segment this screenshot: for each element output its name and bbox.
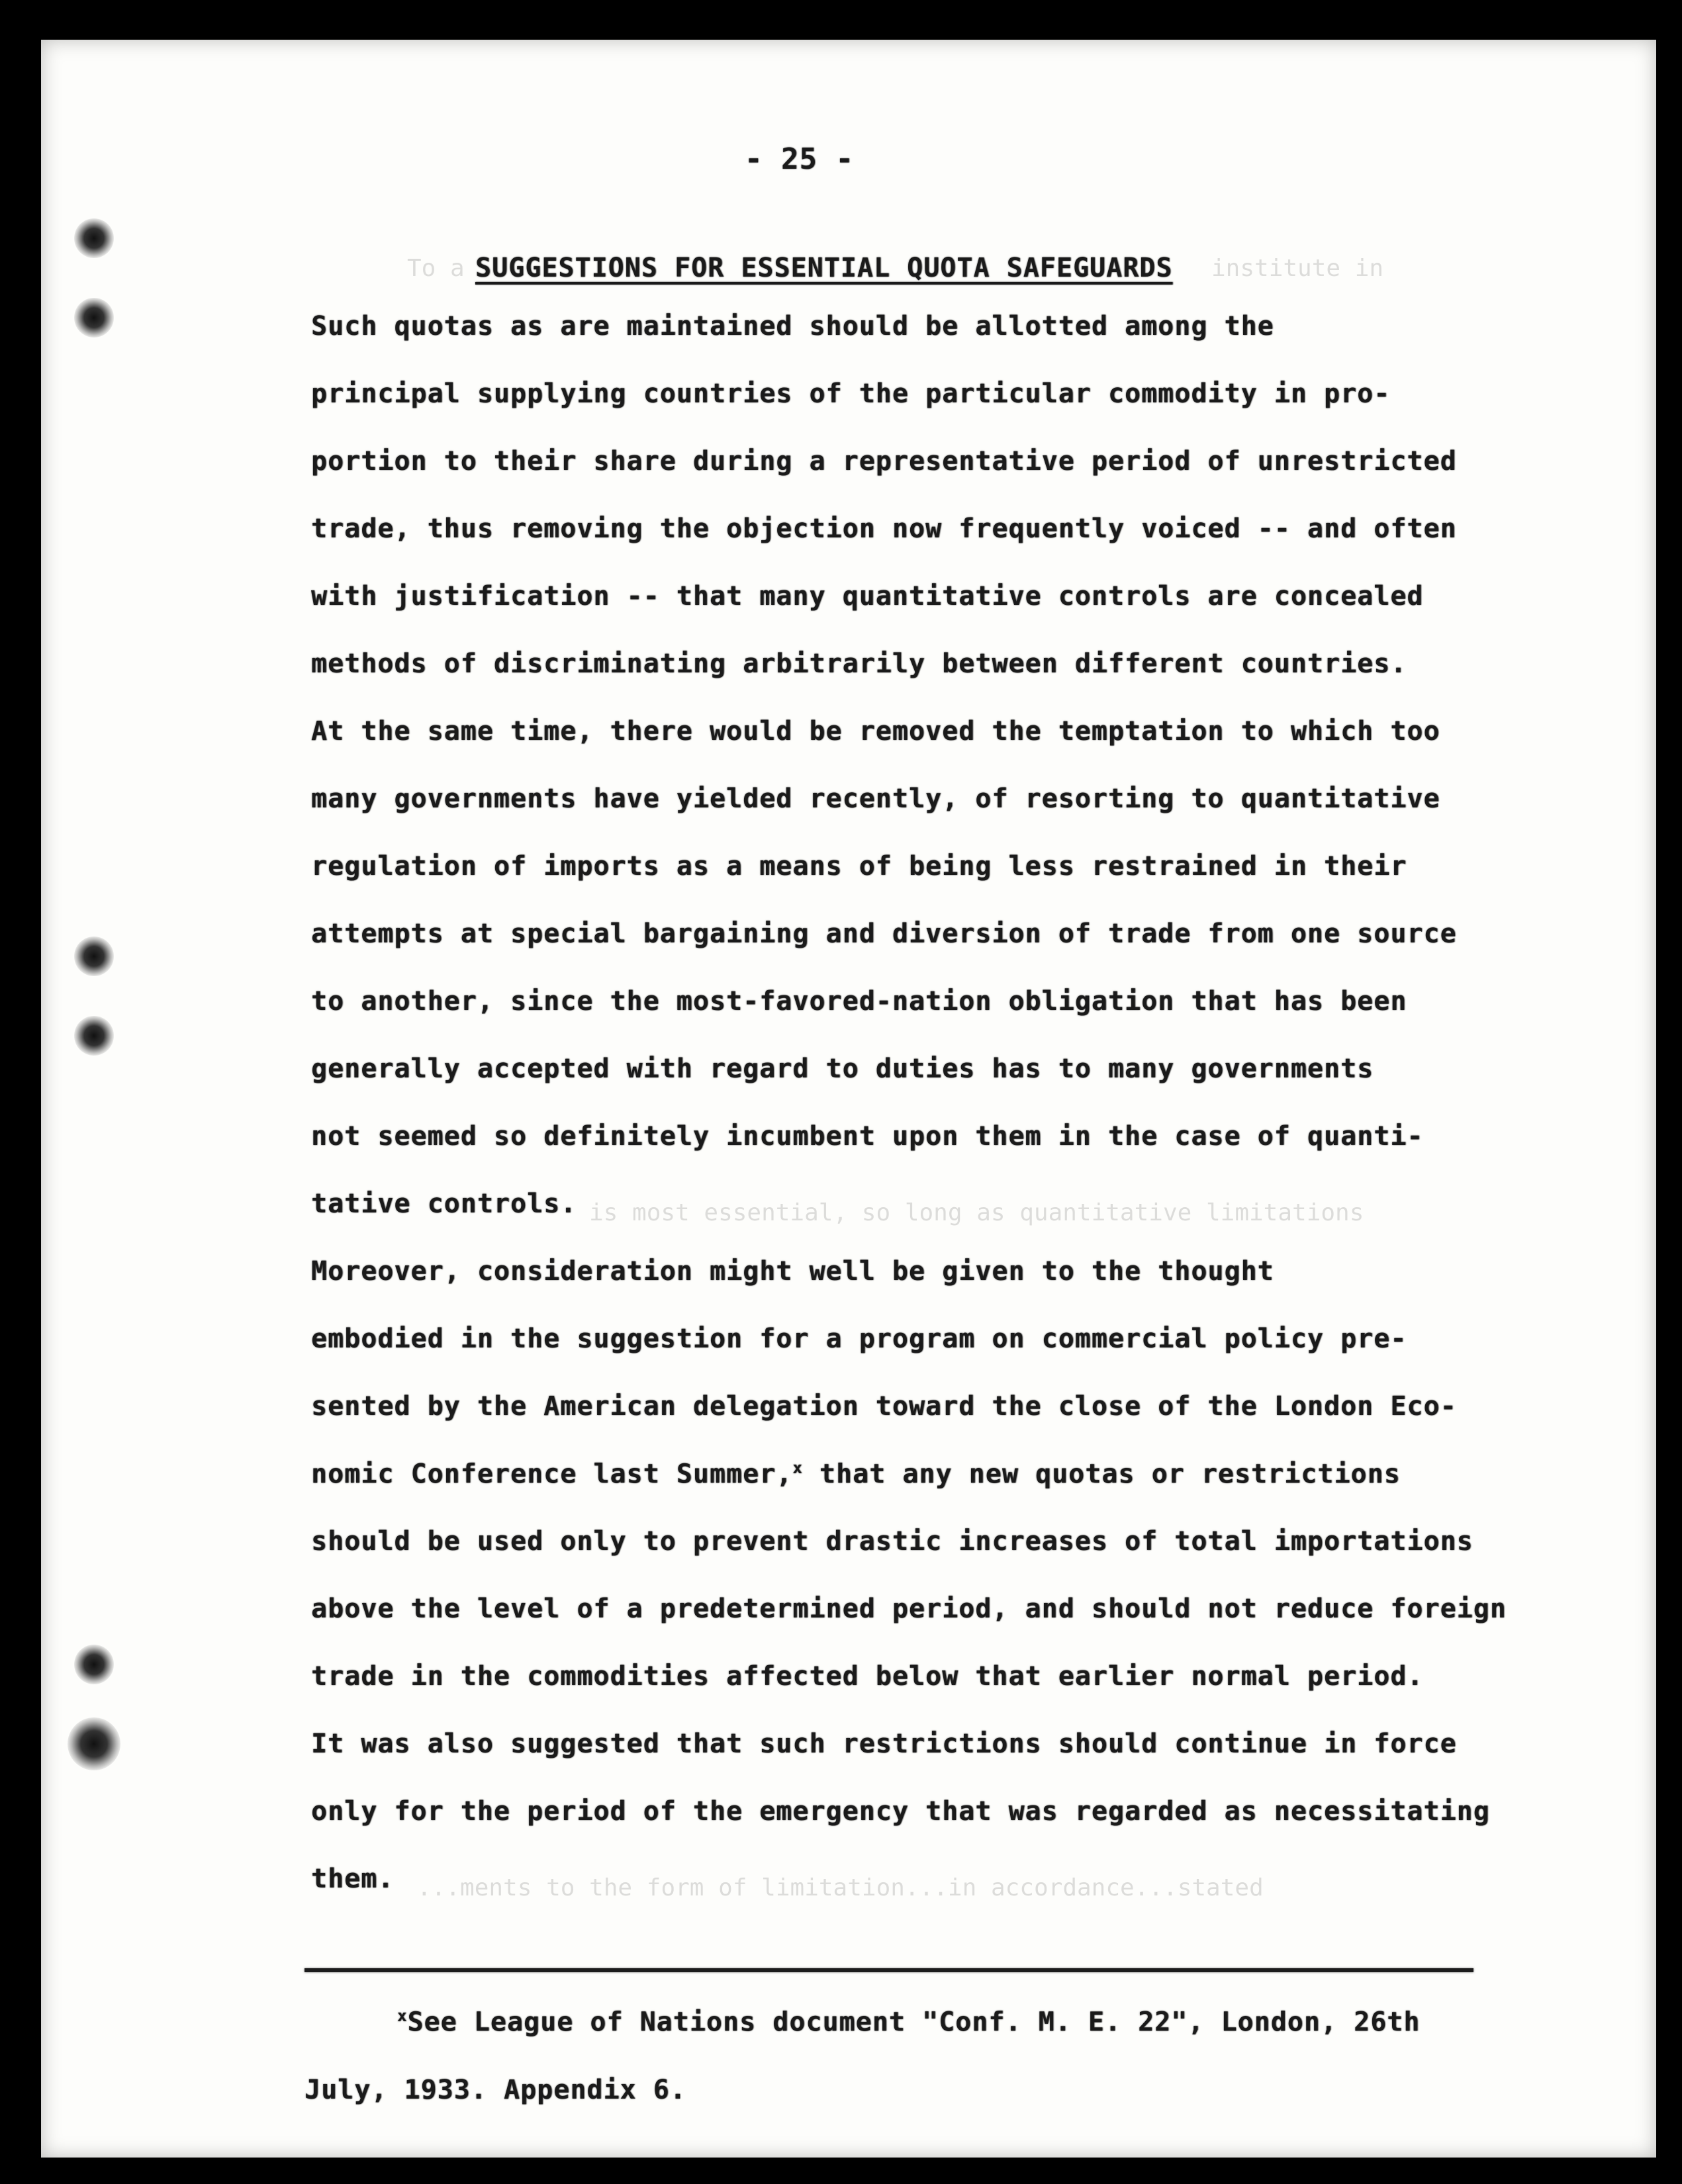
bleed-through-text: is most essential, so long as quantitative limitations bbox=[589, 1199, 1364, 1226]
footnote-marker: x bbox=[397, 2007, 408, 2025]
bleed-through-text: To a bbox=[407, 255, 465, 282]
footnote-text: See League of Nations document "Conf. M. E. 22", London, 26th bbox=[407, 2007, 1421, 2038]
text-line: generally accepted with regard to duties has to many governments bbox=[311, 1054, 1374, 1084]
text-line: portion to their share during a representative period of unrestricted bbox=[311, 446, 1457, 477]
text-line: them. bbox=[311, 1864, 395, 1894]
punch-hole bbox=[74, 1016, 114, 1056]
text-line: above the level of a predetermined period, and should not reduce foreign bbox=[311, 1594, 1507, 1624]
document-page bbox=[41, 40, 1656, 2158]
footnote-line bbox=[397, 2007, 1420, 2037]
punch-hole bbox=[74, 936, 114, 976]
text-line: only for the period of the emergency that was regarded as necessitating bbox=[311, 1796, 1490, 1827]
section-heading: SUGGESTIONS FOR ESSENTIAL QUOTA SAFEGUARDS bbox=[475, 253, 1173, 283]
text-line: It was also suggested that such restrictions should continue in force bbox=[311, 1729, 1457, 1759]
text-line: sented by the American delegation toward the close of the London Eco- bbox=[311, 1391, 1457, 1422]
text-line: trade in the commodities affected below that earlier normal period. bbox=[311, 1661, 1424, 1692]
punch-hole bbox=[74, 218, 114, 258]
text-line: should be used only to prevent drastic increases of total importations bbox=[311, 1526, 1473, 1557]
text-segment: nomic Conference last Summer, bbox=[311, 1459, 793, 1490]
punch-hole bbox=[68, 1717, 120, 1770]
text-line: Such quotas as are maintained should be allotted among the bbox=[311, 311, 1274, 341]
text-line: embodied in the suggestion for a program on commercial policy pre- bbox=[311, 1324, 1407, 1354]
text-line: with justification -- that many quantitative controls are concealed bbox=[311, 581, 1424, 612]
footnote-divider bbox=[304, 1968, 1473, 1972]
punch-hole bbox=[74, 298, 114, 338]
text-segment: that any new quotas or restrictions bbox=[802, 1459, 1401, 1490]
text-line: Moreover, consideration might well be given to the thought bbox=[311, 1256, 1274, 1287]
footnote-reference: x bbox=[792, 1459, 803, 1477]
text-line: trade, thus removing the objection now frequently voiced -- and often bbox=[311, 514, 1457, 544]
text-line: principal supplying countries of the particular commodity in pro- bbox=[311, 379, 1391, 409]
text-line: At the same time, there would be removed the temptation to which too bbox=[311, 716, 1440, 747]
text-line: not seemed so definitely incumbent upon them in the case of quanti- bbox=[311, 1121, 1424, 1152]
text-line: many governments have yielded recently, of resorting to quantitative bbox=[311, 784, 1440, 814]
footnote-line: July, 1933. Appendix 6. bbox=[304, 2075, 686, 2105]
text-line: methods of discriminating arbitrarily between different countries. bbox=[311, 649, 1407, 679]
torn-page-edge bbox=[0, 40, 46, 212]
bleed-through-text: ...ments to the form of limitation...in accordance...stated bbox=[417, 1874, 1264, 1901]
bleed-through-text: institute in bbox=[1211, 255, 1384, 282]
punch-hole bbox=[74, 1645, 114, 1684]
page-number: - 25 - bbox=[745, 142, 854, 176]
text-line-with-footnote-ref bbox=[311, 1459, 1401, 1489]
text-line: tative controls. bbox=[311, 1189, 577, 1219]
text-line: attempts at special bargaining and diversion of trade from one source bbox=[311, 919, 1457, 949]
text-line: to another, since the most-favored-nation obligation that has been bbox=[311, 986, 1407, 1017]
text-line: regulation of imports as a means of being less restrained in their bbox=[311, 851, 1407, 882]
